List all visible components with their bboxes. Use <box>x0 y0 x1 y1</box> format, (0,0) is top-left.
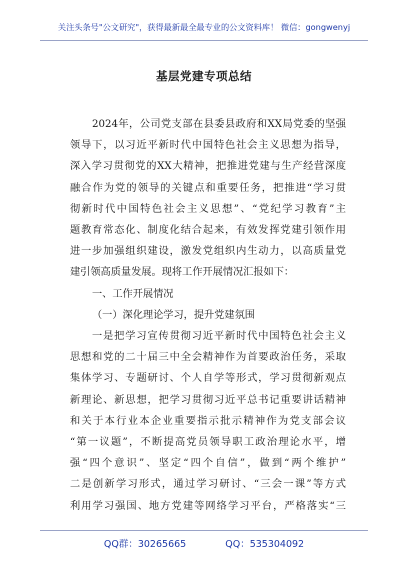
body-line: 和关于本行业本企业重要指示批示精神作为党支部会议 <box>70 415 346 427</box>
document-title: 基层党建专项总结 <box>156 69 252 83</box>
footer-qq: QQ：535304092 <box>225 539 305 550</box>
body-line: 进一步加强组织建设，激发党组织内生动力，以高质量党 <box>70 246 346 258</box>
body-line: 彻新时代中国特色社会主义思想”、“党纪学习教育”主 <box>70 203 346 215</box>
body-line: 题教育常态化、制度化结合起来，有效发挥党建引领作用 <box>70 225 346 237</box>
body-line: “第一议题”，不断提高党员领导职工政治理论水平，增 <box>70 437 346 449</box>
document-body <box>70 114 346 517</box>
body-line: 强“四个意识”、坚定“四个自信”，做到“两个维护” <box>70 458 346 470</box>
body-line: 领导下，以习近平新时代中国特色社会主义思想为指导， <box>70 140 346 152</box>
footer-divider <box>40 530 368 531</box>
body-line: 建引领高质量发展。现将工作开展情况汇报如下： <box>70 267 295 279</box>
body-line: 新理论、新思想，把学习贯彻习近平总书记重要讲话精神 <box>70 394 346 406</box>
body-line: 一是把学习宣传贯彻习近平新时代中国特色社会主义 <box>92 331 346 343</box>
body-line: 2024年，公司党支部在县委县政府和XX局党委的坚强 <box>92 119 346 130</box>
footer-qq-group: QQ群：30265665 <box>103 539 187 550</box>
body-line: 利用学习强国、地方党建等网络学习平台，严格落实“三 <box>70 500 346 512</box>
body-line: 融合作为党的领导的关键点和重要任务，把推进“学习贯 <box>70 182 346 194</box>
header-divider <box>40 40 368 41</box>
body-line: 集体学习、专题研讨、个人自学等形式，学习贯彻新观点 <box>70 373 346 385</box>
body-line: 深入学习贯彻党的XX大精神，把推进党建与生产经营深度 <box>70 161 346 173</box>
body-line: 二是创新学习形式，通过学习研讨、“三会一课”等方式 <box>70 479 346 491</box>
section-heading: 一、工作开展情况 <box>92 288 174 300</box>
header-promo-note: 关注头条号"公文研究"，获得最新最全最专业的公文资料库！ 微信：gongwenyj <box>57 22 351 32</box>
footer-contact <box>0 536 408 550</box>
subsection-heading: （一）深化理论学习，提升党建氛围 <box>92 309 255 321</box>
body-line: 思想和党的二十届三中全会精神作为首要政治任务，采取 <box>70 352 346 364</box>
